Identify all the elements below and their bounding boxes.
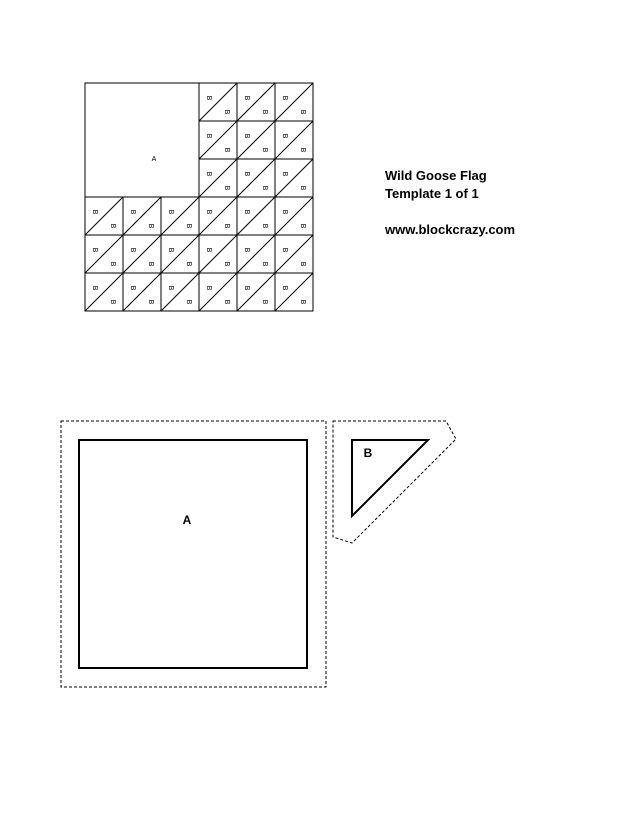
hst-piece-label: B (243, 95, 250, 101)
hst-piece-label: B (299, 147, 306, 153)
hst-piece-label: B (185, 261, 192, 267)
hst-piece-label: B (167, 285, 174, 291)
hst-piece-label: B (299, 185, 306, 191)
hst-piece-label: B (261, 299, 268, 305)
hst-piece-label: B (205, 133, 212, 139)
hst-piece-label: B (281, 95, 288, 101)
hst-piece-label: B (261, 147, 268, 153)
hst-piece-label: B (243, 285, 250, 291)
template-b-label: B (363, 446, 373, 460)
hst-piece-label: B (147, 299, 154, 305)
hst-piece-label: B (205, 247, 212, 253)
hst-piece-label: B (109, 299, 116, 305)
hst-piece-label: B (205, 209, 212, 215)
hst-piece-label: B (91, 209, 98, 215)
hst-piece-label: B (281, 285, 288, 291)
hst-piece-label: B (167, 247, 174, 253)
hst-piece-label: B (223, 223, 230, 229)
hst-piece-label: B (281, 247, 288, 253)
hst-piece-label: B (261, 223, 268, 229)
hst-piece-label: B (281, 133, 288, 139)
hst-piece-label: B (223, 109, 230, 115)
hst-piece-label: B (243, 133, 250, 139)
hst-piece-label: B (185, 299, 192, 305)
hst-piece-label: B (261, 261, 268, 267)
template-a-cutting-line (79, 440, 307, 668)
hst-piece-label: B (147, 223, 154, 229)
hst-piece-label: B (205, 285, 212, 291)
hst-piece-label: B (109, 261, 116, 267)
template-a-label: A (182, 513, 192, 527)
template-a-seam-allowance (61, 421, 326, 687)
hst-piece-label: B (223, 261, 230, 267)
website-url: www.blockcrazy.com (385, 222, 516, 237)
hst-piece-label: B (223, 299, 230, 305)
hst-piece-label: B (299, 261, 306, 267)
hst-piece-label: B (167, 209, 174, 215)
hst-piece-label: B (243, 247, 250, 253)
hst-piece-label: B (299, 223, 306, 229)
hst-piece-label: B (147, 261, 154, 267)
hst-piece-label: B (205, 95, 212, 101)
hst-piece-label: B (299, 299, 306, 305)
hst-piece-label: B (243, 171, 250, 177)
block-square-a-label: A (151, 156, 157, 163)
hst-piece-label: B (109, 223, 116, 229)
hst-piece-label: B (129, 209, 136, 215)
pattern-title: Wild Goose Flag (385, 168, 487, 183)
hst-piece-label: B (243, 209, 250, 215)
hst-piece-label: B (223, 147, 230, 153)
hst-piece-label: B (129, 285, 136, 291)
hst-piece-label: B (261, 109, 268, 115)
hst-piece-label: B (281, 171, 288, 177)
hst-piece-label: B (299, 109, 306, 115)
hst-piece-label: B (91, 247, 98, 253)
hst-piece-label: B (281, 209, 288, 215)
hst-piece-label: B (129, 247, 136, 253)
hst-piece-label: B (185, 223, 192, 229)
hst-piece-label: B (261, 185, 268, 191)
hst-piece-label: B (205, 171, 212, 177)
hst-piece-label: B (91, 285, 98, 291)
template-count: Template 1 of 1 (385, 186, 479, 201)
hst-piece-label: B (223, 185, 230, 191)
